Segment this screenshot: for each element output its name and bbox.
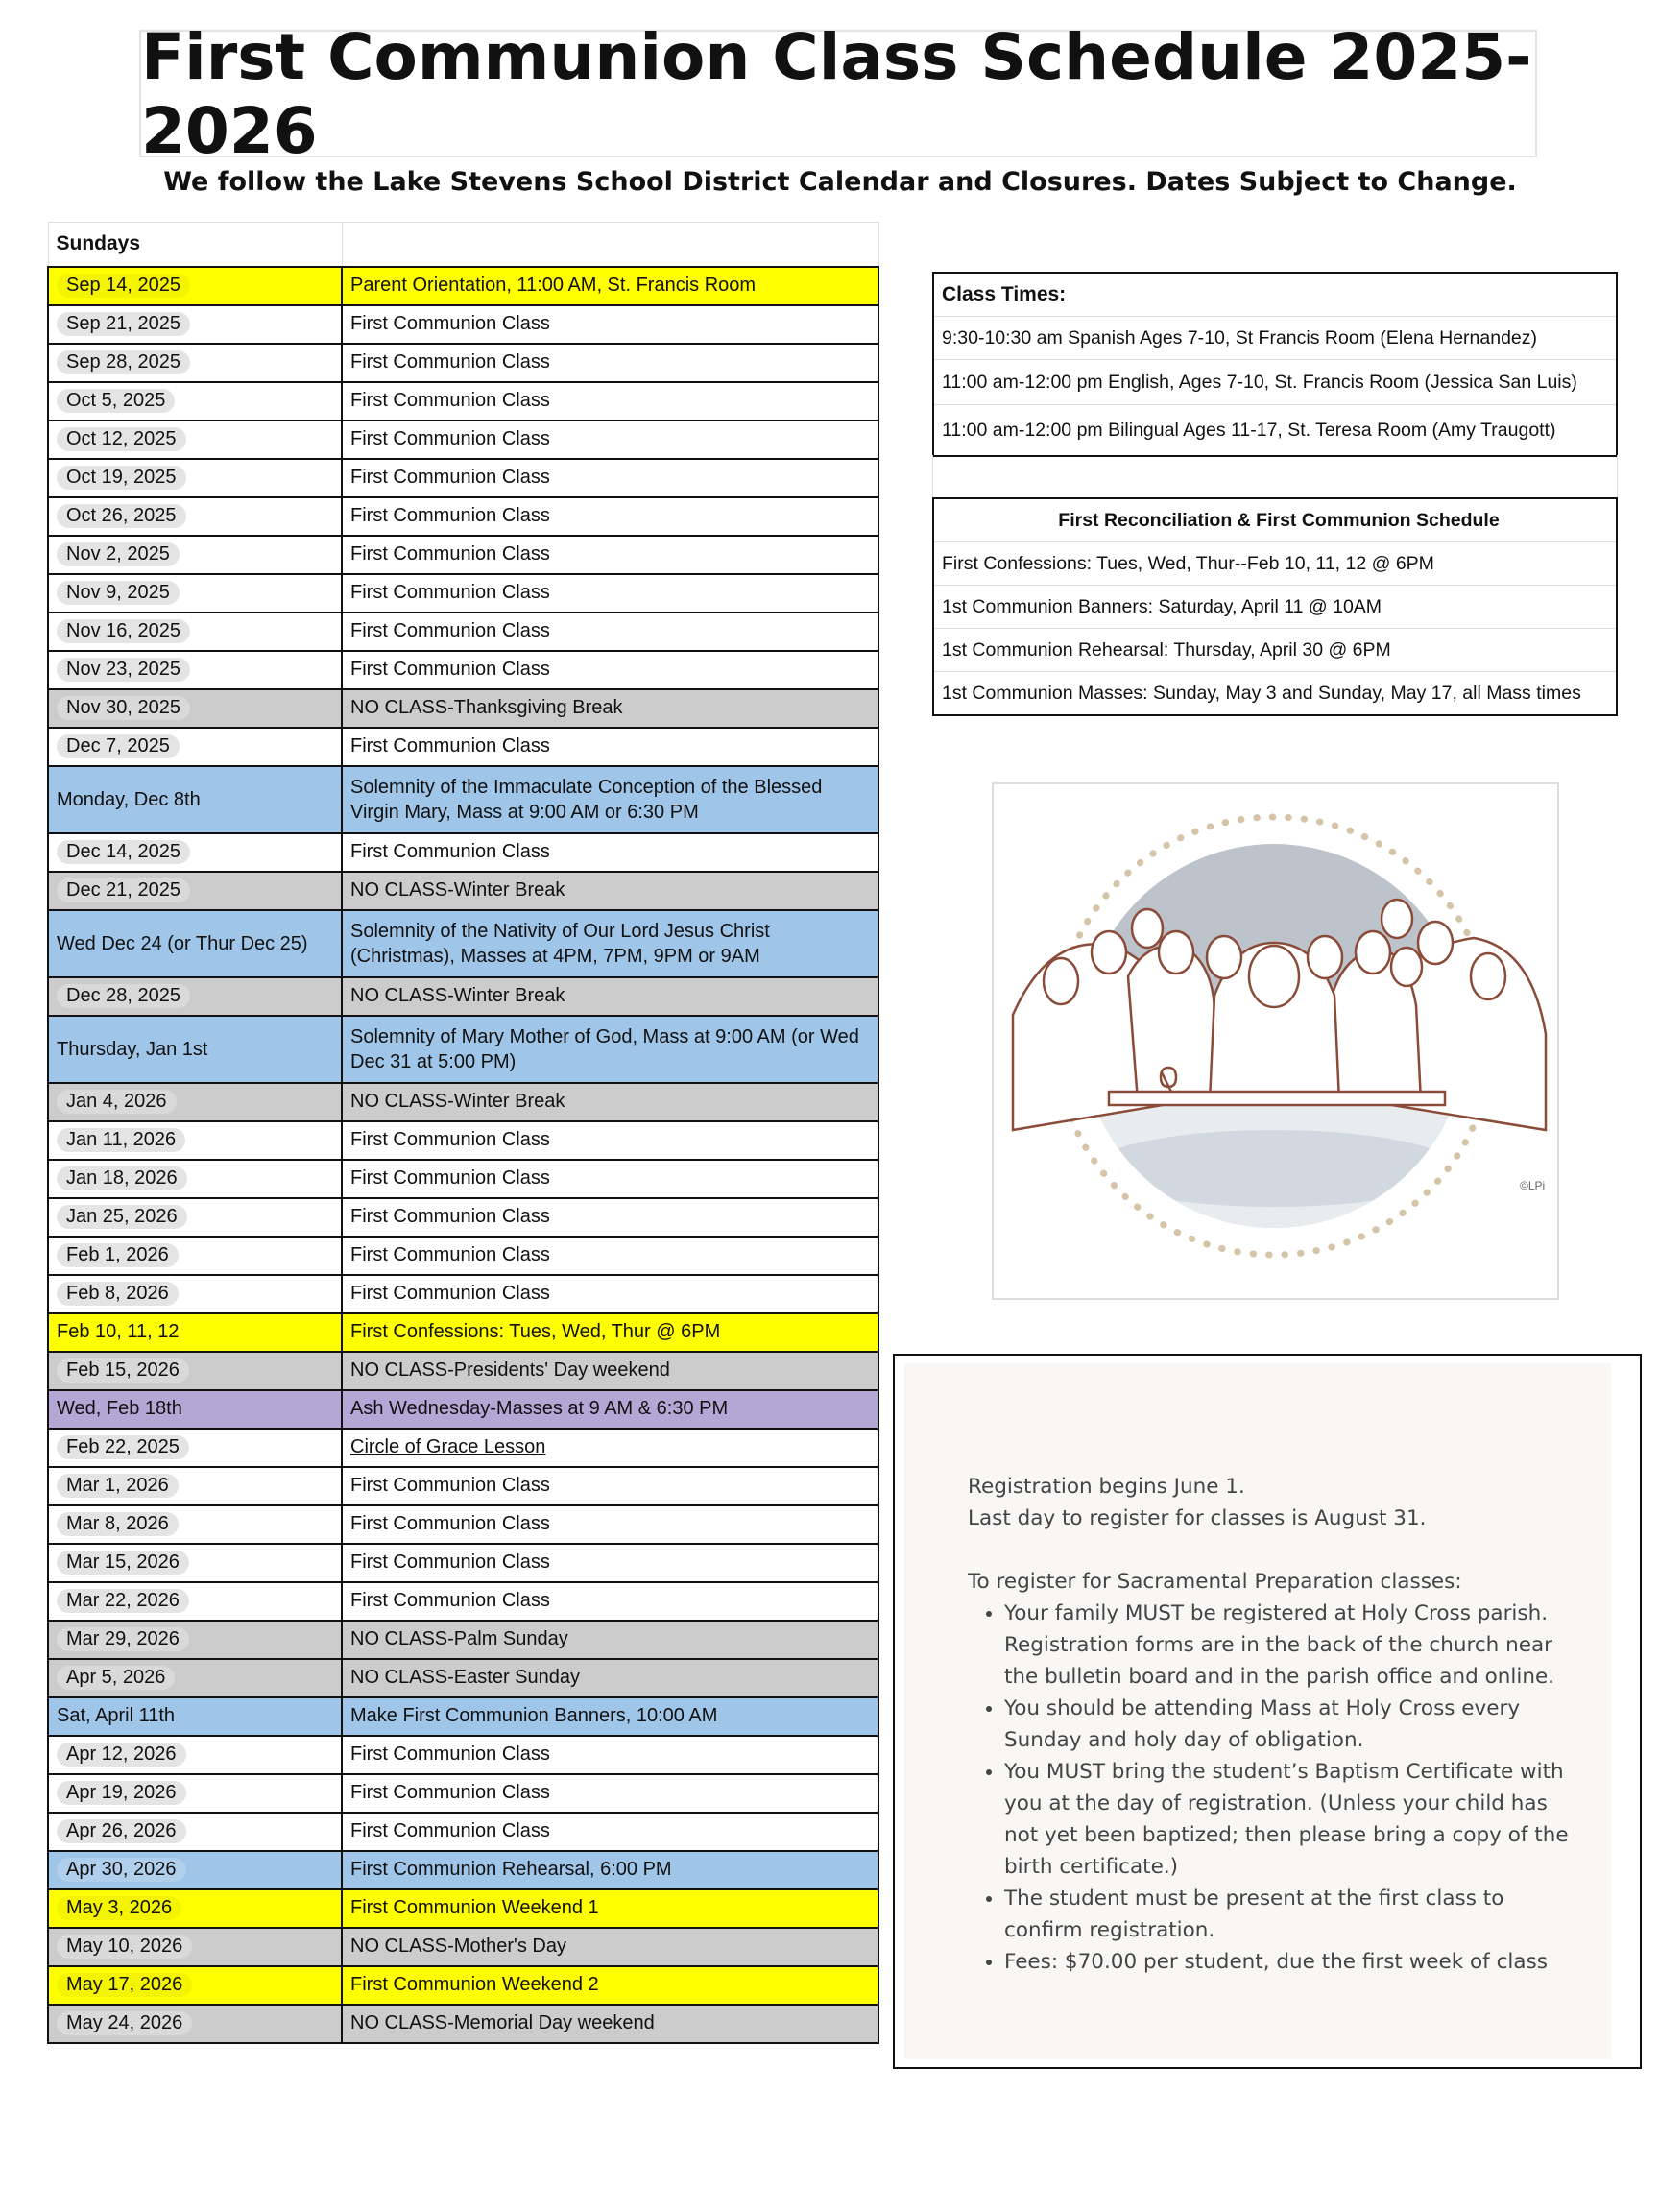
schedule-event-text: NO CLASS-Winter Break <box>350 985 565 1006</box>
schedule-event-text: First Communion Class <box>350 1167 550 1189</box>
schedule-row <box>48 1467 878 1505</box>
schedule-event-text: NO CLASS-Easter Sunday <box>350 1667 580 1688</box>
schedule-event <box>342 872 878 910</box>
schedule-date-text: May 17, 2026 <box>57 1973 192 1997</box>
schedule-header: Sundays <box>48 223 342 267</box>
schedule-date <box>48 1736 342 1774</box>
schedule-date-text: Feb 1, 2026 <box>57 1243 179 1267</box>
schedule-date <box>48 728 342 766</box>
schedule-event-text: First Communion Class <box>350 582 550 603</box>
schedule-row <box>48 497 878 536</box>
page-title: First Communion Class Schedule 2025-2026 <box>141 19 1532 168</box>
schedule-event-text: First Communion Class <box>350 1743 550 1765</box>
schedule-date-text: Jan 25, 2026 <box>57 1205 187 1229</box>
schedule-event-text: First Communion Class <box>350 1782 550 1803</box>
schedule-event-text: First Communion Class <box>350 1551 550 1573</box>
schedule-date-text: Mar 1, 2026 <box>57 1474 179 1498</box>
schedule-event-text: NO CLASS-Memorial Day weekend <box>350 2012 655 2033</box>
schedule-event-text: Ash Wednesday-Masses at 9 AM & 6:30 PM <box>350 1398 729 1419</box>
schedule-event-text: NO CLASS-Palm Sunday <box>350 1628 568 1649</box>
schedule-event <box>342 1313 878 1352</box>
registration-bullet: • Fees: $70.00 per student, due the first week of class <box>1004 1946 1582 1978</box>
schedule-date-text: Dec 7, 2025 <box>57 734 180 758</box>
schedule-date <box>48 1390 342 1429</box>
schedule-row <box>48 1851 878 1889</box>
schedule-table <box>47 222 879 2044</box>
schedule-event <box>342 382 878 421</box>
schedule-row <box>48 1160 878 1198</box>
registration-bullet: • You should be attending Mass at Holy Cross every Sunday and holy day of obligation. <box>1004 1693 1582 1756</box>
schedule-event <box>342 833 878 872</box>
schedule-event-text: NO CLASS-Thanksgiving Break <box>350 697 623 718</box>
schedule-row <box>48 1121 878 1160</box>
sacrament-schedule-header: First Reconciliation & First Communion Schedule <box>934 499 1616 542</box>
schedule-event <box>342 1621 878 1659</box>
schedule-row <box>48 689 878 728</box>
schedule-header-blank <box>342 223 878 267</box>
schedule-row <box>48 1237 878 1275</box>
schedule-event-text: First Communion Class <box>350 1590 550 1611</box>
schedule-date-text: Dec 21, 2025 <box>57 878 190 902</box>
schedule-event-text: Parent Orientation, 11:00 AM, St. Francis Room <box>350 275 757 296</box>
schedule-event <box>342 1813 878 1851</box>
schedule-date <box>48 1352 342 1390</box>
schedule-event <box>342 1697 878 1736</box>
schedule-event-text: Solemnity of Mary Mother of God, Mass at 9:00 AM (or Wed Dec 31 at 5:00 PM) <box>350 1025 859 1072</box>
registration-intro: To register for Sacramental Preparation classes: <box>968 1570 1462 1594</box>
schedule-date <box>48 1889 342 1928</box>
schedule-row <box>48 2005 878 2043</box>
schedule-date <box>48 459 342 497</box>
schedule-row <box>48 1390 878 1429</box>
schedule-row <box>48 344 878 382</box>
class-time-item: 9:30-10:30 am Spanish Ages 7-10, St Francis Room (Elena Hernandez) <box>934 317 1616 360</box>
schedule-date <box>48 1582 342 1621</box>
schedule-date-text: Mar 15, 2026 <box>57 1551 189 1575</box>
schedule-date <box>48 1505 342 1544</box>
schedule-event-text: First Communion Class <box>350 543 550 565</box>
schedule-date <box>48 497 342 536</box>
class-time-item: 11:00 am-12:00 pm Bilingual Ages 11-17, St. Teresa Room (Amy Traugott) <box>942 419 1556 441</box>
schedule-date <box>48 2005 342 2043</box>
schedule-event-text: NO CLASS-Mother's Day <box>350 1936 566 1957</box>
schedule-row <box>48 1198 878 1237</box>
registration-bullet: • The student must be present at the first class to confirm registration. <box>1004 1883 1582 1946</box>
schedule-event <box>342 1275 878 1313</box>
schedule-date <box>48 305 342 344</box>
class-times-header: Class Times: <box>934 274 1616 317</box>
schedule-date <box>48 1429 342 1467</box>
schedule-event-text: Solemnity of the Immaculate Conception of the Blessed Virgin Mary, Mass at 9:00 AM or 6:30 PM <box>350 776 823 823</box>
schedule-event-text: First Communion Class <box>350 351 550 373</box>
schedule-date-text: Sep 21, 2025 <box>57 312 190 336</box>
schedule-event <box>342 497 878 536</box>
schedule-event-text: First Communion Class <box>350 1283 550 1304</box>
schedule-date <box>48 1774 342 1813</box>
schedule-date <box>48 689 342 728</box>
schedule-date-text: Oct 19, 2025 <box>57 466 186 490</box>
last-supper-drawing <box>994 784 1557 1298</box>
schedule-date <box>48 1467 342 1505</box>
schedule-row <box>48 833 878 872</box>
schedule-row <box>48 1505 878 1544</box>
schedule-row <box>48 1889 878 1928</box>
schedule-event <box>342 1083 878 1121</box>
registration-text <box>968 1471 1582 1978</box>
sacrament-item: 1st Communion Banners: Saturday, April 11 @ 10AM <box>934 586 1616 629</box>
schedule-row <box>48 1928 878 1966</box>
schedule-date-text: Thursday, Jan 1st <box>57 1038 208 1060</box>
schedule-row <box>48 613 878 651</box>
page-subtitle: We follow the Lake Stevens School District Calendar and Closures. Dates Subject to Change. <box>163 167 1517 197</box>
sacrament-item: 1st Communion Masses: Sunday, May 3 and Sunday, May 17, all Mass times <box>942 682 1581 704</box>
schedule-date-text: Apr 30, 2026 <box>57 1858 186 1882</box>
registration-line: Last day to register for classes is August 31. <box>968 1506 1427 1530</box>
schedule-row <box>48 1813 878 1851</box>
schedule-event-text: First Communion Class <box>350 390 550 411</box>
schedule-date <box>48 1198 342 1237</box>
schedule-date <box>48 1966 342 2005</box>
schedule-date-text: Oct 5, 2025 <box>57 389 175 413</box>
copyright-text: ©LPi <box>1520 1179 1546 1192</box>
schedule-date-text: Oct 12, 2025 <box>57 427 186 451</box>
schedule-event-text: NO CLASS-Presidents' Day weekend <box>350 1359 670 1381</box>
schedule-event <box>342 910 878 977</box>
schedule-row <box>48 1352 878 1390</box>
schedule-date <box>48 1928 342 1966</box>
schedule-event <box>342 977 878 1016</box>
schedule-date <box>48 613 342 651</box>
schedule-event <box>342 1505 878 1544</box>
schedule-event-text: NO CLASS-Winter Break <box>350 879 565 901</box>
schedule-row <box>48 267 878 305</box>
schedule-event-text: First Communion Weekend 2 <box>350 1974 599 1995</box>
schedule-event-text: First Communion Class <box>350 1206 550 1227</box>
schedule-row <box>48 1582 878 1621</box>
schedule-event <box>342 1736 878 1774</box>
schedule-date <box>48 1275 342 1313</box>
schedule-event-text: First Communion Class <box>350 735 550 757</box>
schedule-header-row <box>48 223 878 267</box>
schedule-event <box>342 459 878 497</box>
schedule-date-text: Jan 11, 2026 <box>57 1128 185 1152</box>
schedule-event <box>342 1889 878 1928</box>
schedule-date <box>48 382 342 421</box>
schedule-event-text: Circle of Grace Lesson <box>350 1436 546 1457</box>
schedule-event <box>342 766 878 833</box>
schedule-date <box>48 1813 342 1851</box>
schedule-event <box>342 1582 878 1621</box>
schedule-event <box>342 1160 878 1198</box>
schedule-event-text: First Confessions: Tues, Wed, Thur @ 6PM <box>350 1321 721 1342</box>
schedule-event <box>342 267 878 305</box>
schedule-row <box>48 910 878 977</box>
schedule-event-text: First Communion Class <box>350 659 550 680</box>
spacer-cell <box>932 455 1618 497</box>
class-times-box <box>932 272 1618 457</box>
schedule-event <box>342 1659 878 1697</box>
schedule-event-text: First Communion Class <box>350 428 550 449</box>
schedule-date <box>48 1851 342 1889</box>
schedule-date-text: Jan 4, 2026 <box>57 1090 177 1114</box>
schedule-event <box>342 1851 878 1889</box>
schedule-event <box>342 305 878 344</box>
schedule-date-text: Dec 14, 2025 <box>57 840 190 864</box>
schedule-date <box>48 536 342 574</box>
schedule-event <box>342 536 878 574</box>
schedule-event <box>342 1198 878 1237</box>
class-time-item: 11:00 am-12:00 pm English, Ages 7-10, St. Francis Room (Jessica San Luis) <box>934 360 1616 405</box>
schedule-date-text: Sep 14, 2025 <box>57 274 190 298</box>
schedule-row <box>48 1621 878 1659</box>
schedule-date-text: Nov 9, 2025 <box>57 581 180 605</box>
schedule-row <box>48 1966 878 2005</box>
schedule-event <box>342 1774 878 1813</box>
schedule-date <box>48 651 342 689</box>
schedule-date-text: Jan 18, 2026 <box>57 1166 187 1190</box>
schedule-date-text: Dec 28, 2025 <box>57 984 190 1008</box>
schedule-date-text: Sat, April 11th <box>57 1705 176 1726</box>
schedule-event-text: First Communion Class <box>350 313 550 334</box>
schedule-row <box>48 574 878 613</box>
sacrament-schedule-box <box>932 497 1618 716</box>
schedule-row <box>48 728 878 766</box>
schedule-event-text: First Communion Class <box>350 841 550 862</box>
title-box <box>139 19 1537 168</box>
schedule-event <box>342 1121 878 1160</box>
schedule-event <box>342 2005 878 2043</box>
schedule-event-text: First Communion Rehearsal, 6:00 PM <box>350 1859 672 1880</box>
last-supper-illustration <box>992 782 1559 1300</box>
schedule-date <box>48 1237 342 1275</box>
registration-line: Registration begins June 1. <box>968 1475 1245 1499</box>
schedule-date-text: Oct 26, 2025 <box>57 504 186 528</box>
schedule-date <box>48 344 342 382</box>
schedule-event <box>342 344 878 382</box>
schedule-row <box>48 459 878 497</box>
schedule-row <box>48 1774 878 1813</box>
registration-list <box>968 1598 1582 1978</box>
schedule-row <box>48 872 878 910</box>
schedule-event <box>342 1544 878 1582</box>
registration-bullet: • Your family MUST be registered at Holy Cross parish. Registration forms are in the back of the church near the bulletin board and in the parish office and online. <box>1004 1598 1582 1693</box>
schedule-event <box>342 1016 878 1083</box>
schedule-event <box>342 1928 878 1966</box>
schedule-date-text: Mar 8, 2026 <box>57 1512 179 1536</box>
schedule-date <box>48 1544 342 1582</box>
schedule-event <box>342 689 878 728</box>
schedule-date-text: May 24, 2026 <box>57 2011 192 2035</box>
schedule-date-text: Nov 30, 2025 <box>57 696 190 720</box>
registration-panel <box>904 1363 1611 2059</box>
schedule-event-text: First Communion Class <box>350 1129 550 1150</box>
schedule-row <box>48 1544 878 1582</box>
schedule-date <box>48 833 342 872</box>
schedule-row <box>48 1313 878 1352</box>
schedule-date-text: Sep 28, 2025 <box>57 350 190 374</box>
schedule-event-text: First Communion Weekend 1 <box>350 1897 599 1918</box>
schedule-row <box>48 766 878 833</box>
schedule-date-text: Mar 22, 2026 <box>57 1589 189 1613</box>
schedule-date <box>48 1083 342 1121</box>
schedule-date <box>48 421 342 459</box>
schedule-date <box>48 1016 342 1083</box>
schedule-date-text: May 3, 2026 <box>57 1896 181 1920</box>
schedule-row <box>48 1429 878 1467</box>
schedule-date <box>48 1160 342 1198</box>
schedule-event-text: First Communion Class <box>350 1244 550 1265</box>
schedule-row <box>48 1016 878 1083</box>
schedule-date-text: Apr 26, 2026 <box>57 1819 186 1843</box>
schedule-event <box>342 574 878 613</box>
schedule-event <box>342 421 878 459</box>
sacrament-item: First Confessions: Tues, Wed, Thur--Feb 10, 11, 12 @ 6PM <box>934 542 1616 586</box>
schedule-event <box>342 651 878 689</box>
schedule-event <box>342 1467 878 1505</box>
schedule-date <box>48 1121 342 1160</box>
schedule-event <box>342 613 878 651</box>
schedule-date-text: Apr 12, 2026 <box>57 1743 186 1767</box>
schedule-date-text: May 10, 2026 <box>57 1935 192 1959</box>
schedule-date-text: Wed Dec 24 (or Thur Dec 25) <box>57 932 308 954</box>
schedule-row <box>48 977 878 1016</box>
schedule-event <box>342 1352 878 1390</box>
schedule-date <box>48 267 342 305</box>
schedule-row <box>48 1275 878 1313</box>
registration-box <box>893 1354 1642 2069</box>
schedule-date <box>48 1697 342 1736</box>
schedule-event-text: First Communion Class <box>350 1513 550 1534</box>
schedule-date-text: Feb 15, 2026 <box>57 1358 189 1382</box>
schedule-date <box>48 1621 342 1659</box>
schedule-event-text: Solemnity of the Nativity of Our Lord Jesus Christ (Christmas), Masses at 4PM, 7PM, 9PM or 9AM <box>350 920 770 967</box>
schedule-date <box>48 910 342 977</box>
schedule-date-text: Feb 10, 11, 12 <box>57 1321 180 1342</box>
schedule-event-text: First Communion Class <box>350 620 550 641</box>
schedule-date-text: Nov 16, 2025 <box>57 619 190 643</box>
schedule-date-text: Nov 23, 2025 <box>57 658 190 682</box>
schedule-event-text: Make First Communion Banners, 10:00 AM <box>350 1705 718 1726</box>
schedule-row <box>48 421 878 459</box>
schedule-event <box>342 1390 878 1429</box>
schedule-date-text: Nov 2, 2025 <box>57 542 180 566</box>
schedule-date-text: Mar 29, 2026 <box>57 1627 189 1651</box>
schedule-event <box>342 1429 878 1467</box>
schedule-row <box>48 536 878 574</box>
schedule-date <box>48 977 342 1016</box>
schedule-date-text: Apr 19, 2026 <box>57 1781 186 1805</box>
schedule-row <box>48 1697 878 1736</box>
schedule-event-text: First Communion Class <box>350 505 550 526</box>
schedule-date-text: Monday, Dec 8th <box>57 788 201 810</box>
schedule-event-text: First Communion Class <box>350 1475 550 1496</box>
schedule-row <box>48 305 878 344</box>
schedule-date <box>48 574 342 613</box>
schedule-date <box>48 872 342 910</box>
schedule-date-text: Feb 22, 2025 <box>57 1435 189 1459</box>
schedule-date <box>48 766 342 833</box>
schedule-row <box>48 382 878 421</box>
schedule-date-text: Wed, Feb 18th <box>57 1398 182 1419</box>
schedule-row <box>48 1659 878 1697</box>
schedule-date-text: Apr 5, 2026 <box>57 1666 175 1690</box>
sacrament-item: 1st Communion Rehearsal: Thursday, April 30 @ 6PM <box>934 629 1616 672</box>
schedule-event-text: NO CLASS-Winter Break <box>350 1091 565 1112</box>
schedule-event-text: First Communion Class <box>350 1820 550 1841</box>
schedule-date-text: Feb 8, 2026 <box>57 1282 179 1306</box>
schedule-event <box>342 1237 878 1275</box>
schedule-event-text: First Communion Class <box>350 467 550 488</box>
registration-bullet: • You MUST bring the student’s Baptism Certificate with you at the day of registration. (Unless your child has not yet been baptized; then please bring a copy of the birth certificate.) <box>1004 1756 1582 1883</box>
schedule-row <box>48 1736 878 1774</box>
schedule-date <box>48 1313 342 1352</box>
schedule-row <box>48 1083 878 1121</box>
schedule-date <box>48 1659 342 1697</box>
schedule-event <box>342 1966 878 2005</box>
schedule-event <box>342 728 878 766</box>
schedule-row <box>48 651 878 689</box>
